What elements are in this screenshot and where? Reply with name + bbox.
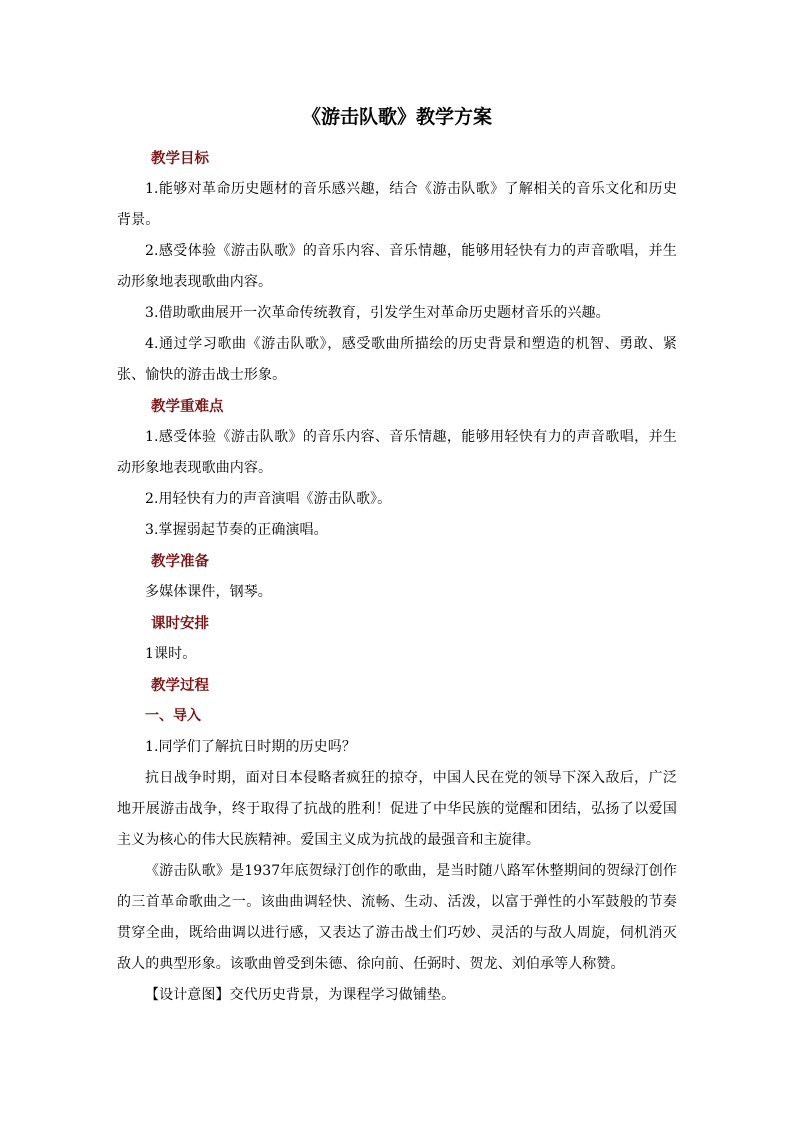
intro-subheading: 一、导入 — [145, 708, 201, 724]
design-intent-text: 交代历史背景，为课程学习做铺垫。 — [229, 987, 456, 1003]
document-body — [117, 143, 677, 1011]
goal-item: 4.通过学习歌曲《游击队歌》，感受歌曲所描绘的历史背景和塑造的机智、勇敢、紧张、愉快的游击战士形象。 — [117, 336, 677, 383]
process-paragraph: 1.同学们了解抗日时期的历史吗？ — [145, 739, 356, 755]
section-heading-key-points: 教学重难点 — [151, 398, 224, 415]
key-point-item: 2.用轻快有力的声音演唱《游击队歌》。 — [145, 491, 392, 507]
document-title: 《游击队歌》教学方案 — [301, 106, 492, 128]
preparation-text: 多媒体课件，钢琴。 — [145, 584, 272, 600]
section-heading-preparation: 教学准备 — [151, 553, 209, 570]
section-heading-process: 教学过程 — [151, 677, 209, 694]
key-point-item: 3.掌握弱起节奏的正确演唱。 — [145, 522, 328, 538]
goal-item: 1.能够对革命历史题材的音乐感兴趣，结合《游击队歌》了解相关的音乐文化和历史背景。 — [117, 181, 677, 228]
section-heading-goals: 教学目标 — [151, 150, 209, 167]
design-intent-paragraph — [117, 980, 677, 1011]
design-intent-label: 【设计意图】 — [145, 987, 230, 1003]
goal-item: 2.感受体验《游击队歌》的音乐内容、音乐情趣，能够用轻快有力的声音歌唱，并生动形象地表现歌曲内容。 — [117, 243, 677, 290]
goal-item: 3.借助歌曲展开一次革命传统教育，引发学生对革命历史题材音乐的兴趣。 — [145, 305, 610, 321]
schedule-text: 1课时。 — [145, 646, 197, 662]
section-heading-schedule: 课时安排 — [151, 615, 209, 632]
process-paragraph: 抗日战争时期，面对日本侵略者疯狂的掠夺，中国人民在党的领导下深入敌后，广泛地开展游击战争，终于取得了抗战的胜利！促进了中华民族的觉醒和团结，弘扬了以爱国主义为核心的伟大民族精神。爱国主义成为抗战的最强音和主旋律。 — [117, 770, 677, 848]
process-paragraph: 《游击队歌》是1937年底贺绿汀创作的歌曲，是当时随八路军休整期间的贺绿汀创作的三首革命歌曲之一。该曲曲调轻快、流畅、生动、活泼，以富于弹性的小军鼓般的节奏贯穿全曲，既给曲调以进行感，又表达了游击战士们巧妙、灵活的与敌人周旋，伺机消灭敌人的典型形象。该歌曲曾受到朱德、徐向前、任弼时、贺龙、刘伯承等人称赞。 — [117, 863, 677, 972]
key-point-item: 1.感受体验《游击队歌》的音乐内容、音乐情趣，能够用轻快有力的声音歌唱，并生动形象地表现歌曲内容。 — [117, 429, 677, 476]
